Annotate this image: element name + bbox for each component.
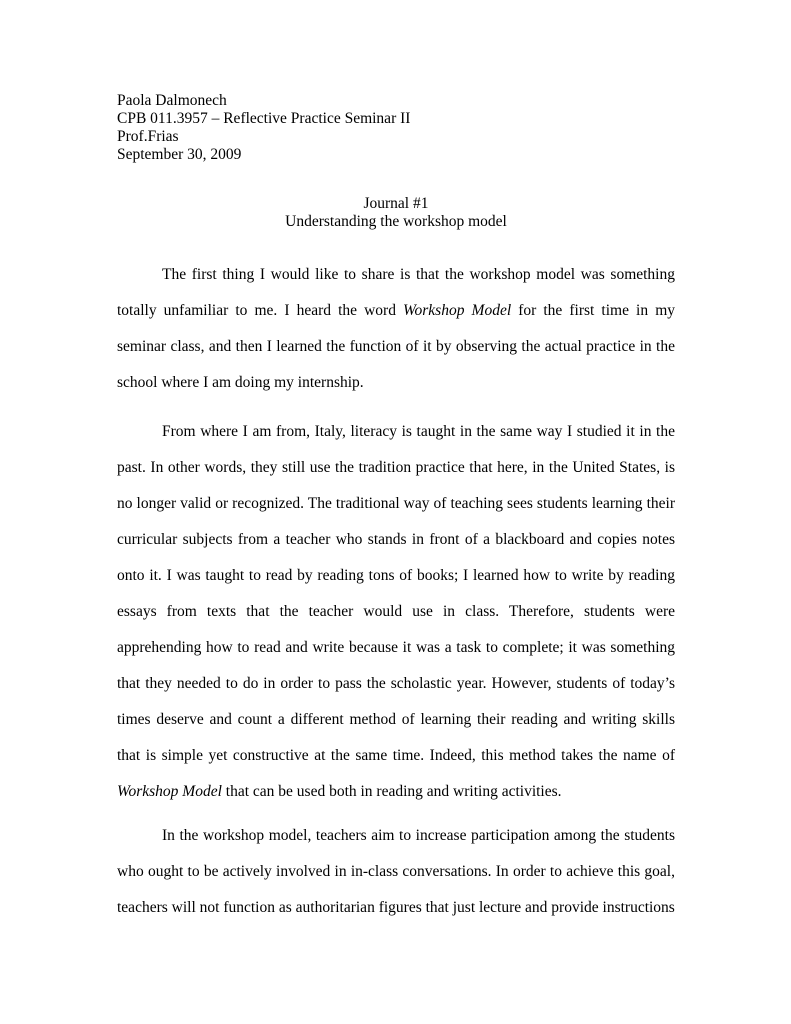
paragraph-2-text-b: that can be used both in reading and writing activities. [221, 783, 562, 800]
paragraph-1-text-a: The first thing I would like to share is that the workshop model was something totally unfamiliar to me. I heard the word [117, 266, 675, 319]
author-name: Paola Dalmonech [117, 92, 227, 109]
document-header [117, 92, 410, 164]
paragraph-2-text-a: From where I am from, Italy, literacy is taught in the same way I studied it in the past. In other words, they still use the tradition practice that here, in the United States, is no longer valid or recognized. The traditional way of teaching sees students learning their curricular subjects from a teacher who stands in front of a blackboard and copies notes onto it. I was taught to read by reading tons of books; I learned how to write by reading essays from texts that the teacher would use in class. Therefore, students were apprehending how to read and write because it was a task to complete; it was something that they needed to do in order to pass the scholastic year. However, students of today’s times deserve and count a different method of learning their reading and writing skills that is simple yet constructive at the same time. Indeed, this method takes the name of [117, 423, 675, 764]
course-info: CPB 011.3957 – Reflective Practice Seminar II [117, 110, 411, 127]
document-title [117, 195, 675, 231]
professor-name: Prof.Frias [117, 128, 179, 145]
journal-topic: Understanding the workshop model [285, 213, 507, 230]
journal-number: Journal #1 [363, 195, 429, 212]
paragraph-3 [117, 818, 675, 926]
paragraph-1-emphasis: Workshop Model [403, 302, 512, 319]
paragraph-1-text-b: for the first time in my seminar class, and then I learned the function of it by observing the actual practice in the school where I am doing my internship. [117, 302, 675, 391]
paragraph-2-emphasis: Workshop Model [117, 783, 222, 800]
paragraph-3-text-a: In the workshop model, teachers aim to increase participation among the students who ought to be actively involved in in-class conversations. In order to achieve this goal, teachers will not function as authoritarian figures that just lecture and provide instructions [117, 827, 675, 916]
document-date: September 30, 2009 [117, 146, 242, 163]
paragraph-2 [117, 414, 675, 810]
paragraph-1 [117, 257, 675, 401]
